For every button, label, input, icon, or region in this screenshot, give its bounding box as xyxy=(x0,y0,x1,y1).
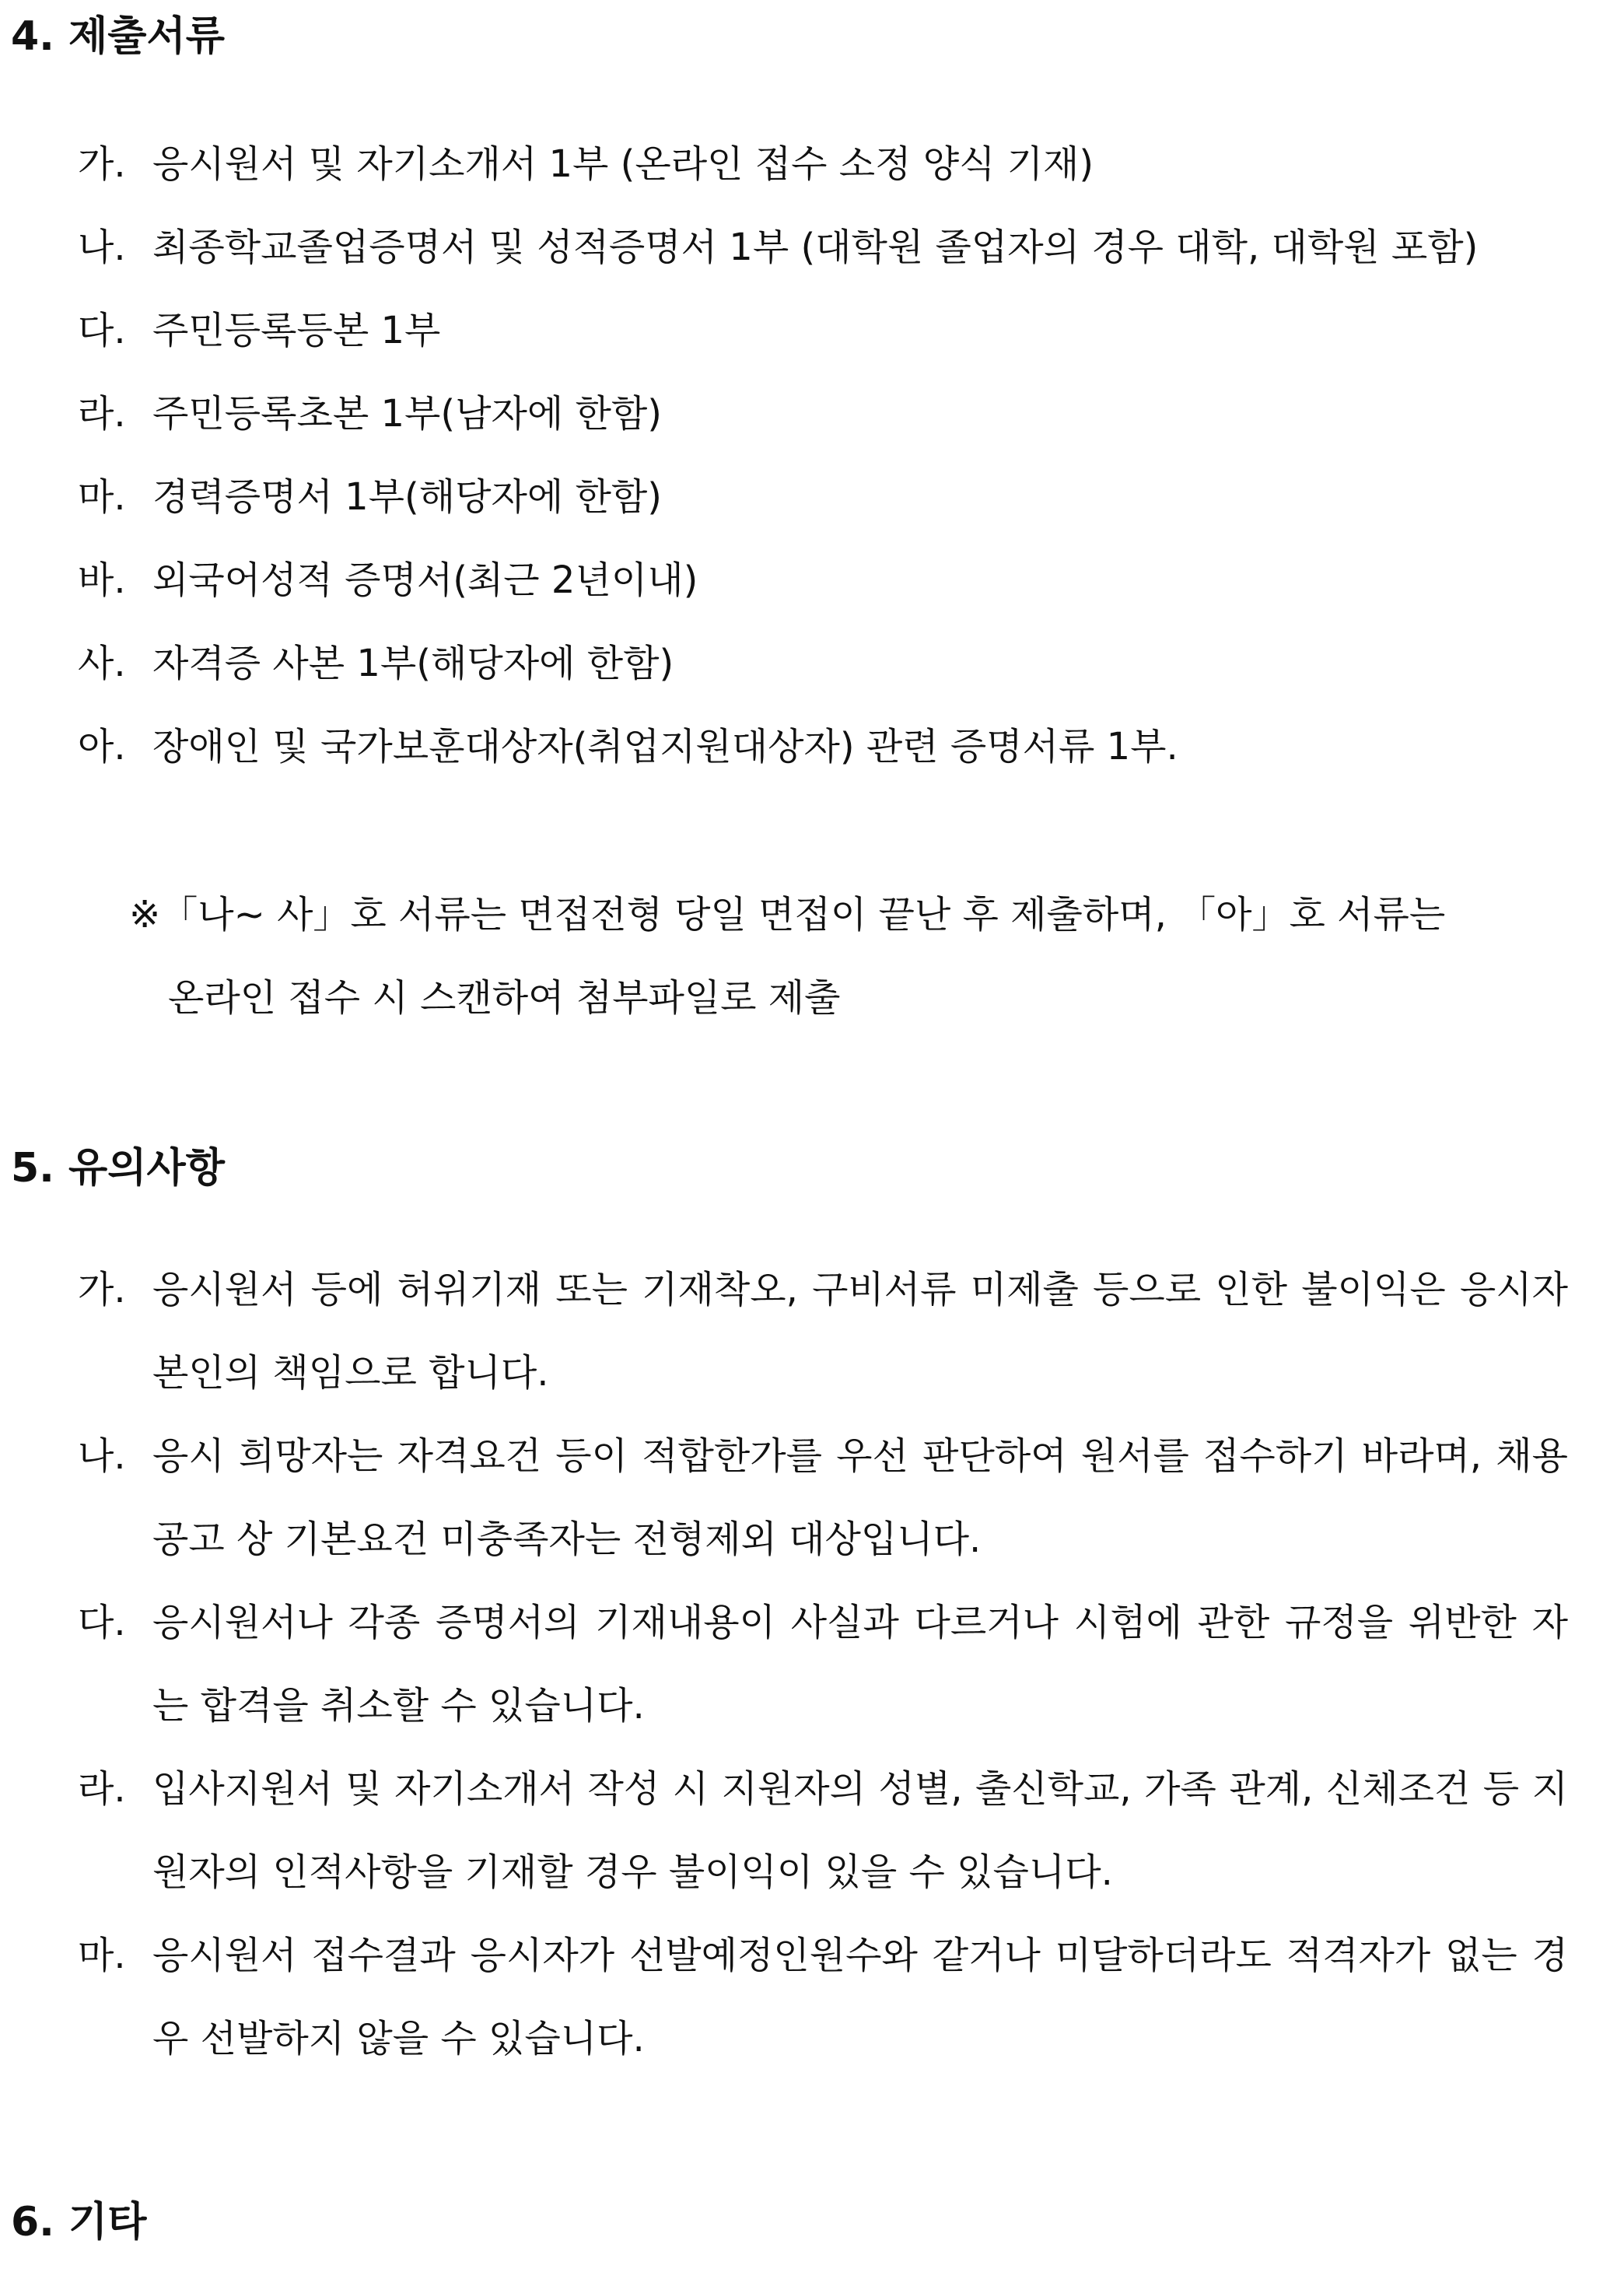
section-title-submission-documents: 4. 제출서류 xyxy=(11,13,225,60)
list-item xyxy=(0,206,1568,289)
list-item xyxy=(0,289,1568,373)
list-item-text: 장애인 및 국가보훈대상자(취업지원대상자) 관련 증명서류 1부. xyxy=(152,725,1178,768)
list-item-text: 주민등록등본 1부 xyxy=(152,309,441,352)
list-item xyxy=(0,705,1568,789)
list-marker: 다. xyxy=(78,309,126,352)
section-title-other: 6. 기타 xyxy=(11,2199,147,2246)
list-item xyxy=(0,456,1568,539)
list-marker: 마. xyxy=(78,475,126,519)
list-marker: 나. xyxy=(78,226,126,269)
list-item xyxy=(0,1748,1568,1914)
list-marker: 마. xyxy=(78,1934,126,1977)
list-item xyxy=(0,539,1568,622)
list-item-text: 외국어성적 증명서(최근 2년이내) xyxy=(152,558,698,602)
list-marker: 아. xyxy=(78,725,126,768)
list-marker: 바. xyxy=(78,558,126,602)
list-item xyxy=(0,622,1568,705)
list-item xyxy=(0,1248,1568,1415)
list-item-text: 자격증 사본 1부(해당자에 한함) xyxy=(152,642,674,685)
list-item-text: 최종학교졸업증명서 및 성적증명서 1부 (대학원 졸업자의 경우 대학, 대학원 포함) xyxy=(152,226,1479,269)
note-line-1: ※「나~ 사」호 서류는 면접전형 당일 면접이 끝난 후 제출하며, 「아」호 서류는 xyxy=(129,893,1446,936)
list-item-text: 응시원서 등에 허위기재 또는 기재착오, 구비서류 미제출 등으로 인한 불이익은 응시자 본인의 책임으로 합니다. xyxy=(152,1268,1568,1395)
section-title-precautions: 5. 유의사항 xyxy=(11,1145,225,1192)
list-item xyxy=(0,373,1568,456)
list-item xyxy=(0,1581,1568,1748)
note-line-2: 온라인 접수 시 스캔하여 첨부파일로 제출 xyxy=(168,976,841,1020)
list-marker: 라. xyxy=(78,1767,126,1811)
list-marker: 가. xyxy=(78,142,126,186)
list-item-text: 응시 희망자는 자격요건 등이 적합한가를 우선 판단하여 원서를 접수하기 바라며, 채용공고 상 기본요건 미충족자는 전형제외 대상입니다. xyxy=(152,1434,1568,1561)
list-item-text: 응시원서 및 자기소개서 1부 (온라인 접수 소정 양식 기재) xyxy=(152,142,1094,186)
list-marker: 다. xyxy=(78,1601,126,1644)
list-marker: 사. xyxy=(78,642,126,685)
submission-note xyxy=(0,873,1576,1040)
list-item-text: 응시원서 접수결과 응시자가 선발예정인원수와 같거나 미달하더라도 적격자가 없는 경우 선발하지 않을 수 있습니다. xyxy=(152,1934,1568,2060)
list-marker: 가. xyxy=(78,1268,126,1311)
list-item-text: 주민등록초본 1부(남자에 한함) xyxy=(152,392,662,436)
precautions-list xyxy=(0,1248,1568,2081)
list-item-text: 경력증명서 1부(해당자에 한함) xyxy=(152,475,662,519)
list-item-text: 응시원서나 각종 증명서의 기재내용이 사실과 다르거나 시험에 관한 규정을 위반한 자는 합격을 취소할 수 있습니다. xyxy=(152,1601,1568,1728)
list-marker: 라. xyxy=(78,392,126,436)
list-item-text: 입사지원서 및 자기소개서 작성 시 지원자의 성별, 출신학교, 가족 관계, 신체조건 등 지원자의 인적사항을 기재할 경우 불이익이 있을 수 있습니다. xyxy=(152,1767,1568,1894)
list-item xyxy=(0,1914,1568,2081)
submission-documents-list xyxy=(0,123,1568,789)
list-item xyxy=(0,123,1568,206)
list-item xyxy=(0,1415,1568,1581)
list-marker: 나. xyxy=(78,1434,126,1478)
